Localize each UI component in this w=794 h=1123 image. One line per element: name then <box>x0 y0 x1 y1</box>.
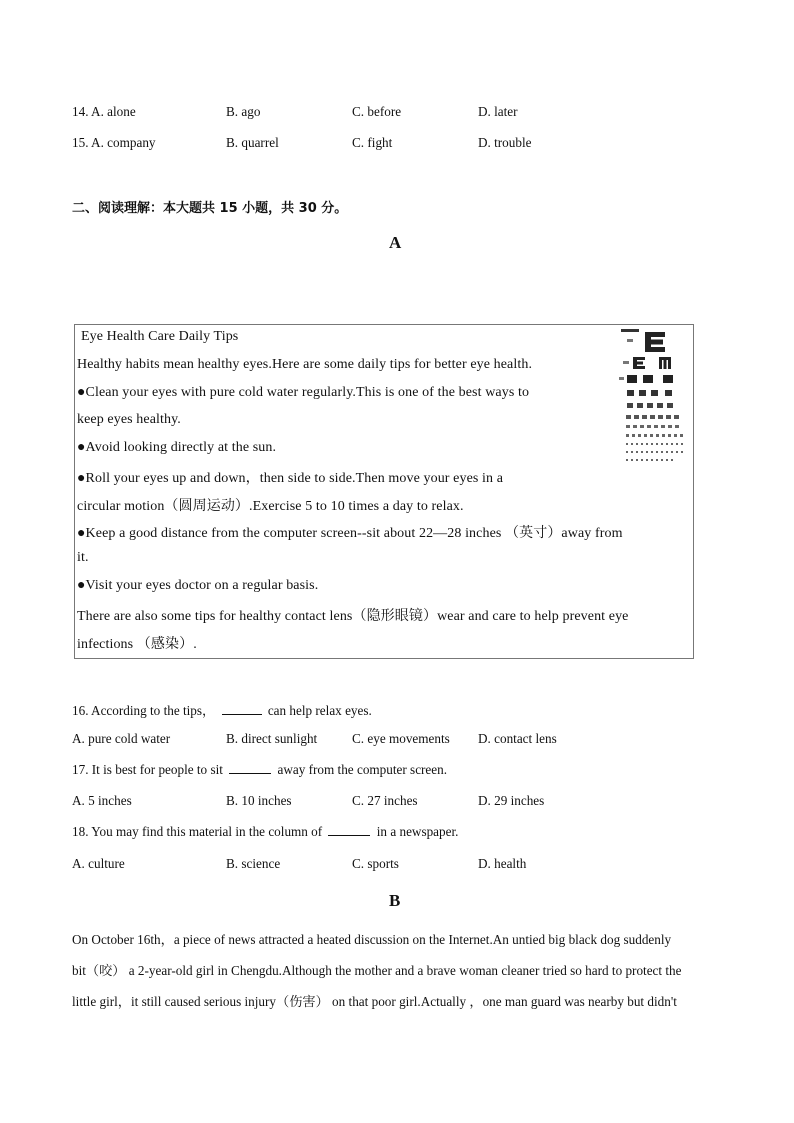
question-16-stem <box>72 700 372 719</box>
q16-option-a: A. pure cold water <box>72 731 171 746</box>
tips-line: ●Roll your eyes up and down，then side to side.Then move your eyes in a <box>77 471 504 486</box>
q17-option-d: D. 29 inches <box>478 793 545 808</box>
q16-option-c: C. eye movements <box>352 731 450 746</box>
q15-option-d: D. trouble <box>478 135 532 150</box>
section-a-title: A <box>389 233 402 252</box>
answer-blank <box>229 762 271 774</box>
q17-option-a: A. 5 inches <box>72 793 132 808</box>
q18-option-a: A. culture <box>72 856 125 871</box>
question-18-stem <box>72 824 458 840</box>
q16-option-b: B. direct sunlight <box>226 731 318 746</box>
answer-blank <box>222 703 262 715</box>
q18-option-b: B. science <box>226 856 281 871</box>
eye-health-tips-box <box>74 324 694 659</box>
q16-stem-pre: 16. According to the tips， <box>72 703 216 718</box>
q18-option-d: D. health <box>478 856 527 871</box>
q17-stem-post: away from the computer screen. <box>277 762 448 777</box>
passage-b-line: On October 16th，a piece of news attracted a heated discussion on the Internet.An untied big black dog suddenly <box>72 932 672 947</box>
q16-option-d: D. contact lens <box>478 731 557 746</box>
tips-line: keep eyes healthy. <box>77 412 181 427</box>
question-17-stem <box>72 762 447 778</box>
q14-option-a: 14. A. alone <box>72 104 136 119</box>
q15-option-c: C. fight <box>352 135 393 150</box>
q18-stem-post: in a newspaper. <box>376 824 459 839</box>
q14-option-d: D. later <box>478 104 518 119</box>
tips-line: ●Visit your eyes doctor on a regular basis. <box>77 578 319 593</box>
tips-line: ●Clean your eyes with pure cold water regularly.This is one of the best ways to <box>77 385 530 400</box>
eye-chart-icon <box>619 327 689 467</box>
q18-stem-pre: 18. You may find this material in the column of <box>72 824 323 839</box>
answer-blank <box>328 824 370 836</box>
tips-line: it. <box>77 550 89 565</box>
q17-option-c: C. 27 inches <box>352 793 418 808</box>
tips-line: ●Keep a good distance from the computer screen--sit about 22—28 inches （英寸）away from <box>77 526 623 541</box>
passage-b-line: little girl，it still caused serious injury（伤害） on that poor girl.Actually ，one man guard was nearby but didn't <box>72 994 677 1009</box>
q17-option-b: B. 10 inches <box>226 793 292 808</box>
tips-line: ●Avoid looking directly at the sun. <box>77 440 277 455</box>
q15-option-a: 15. A. company <box>72 135 156 150</box>
tips-line: circular motion（圆周运动）.Exercise 5 to 10 times a day to relax. <box>77 499 464 514</box>
tips-title: Eye Health Care Daily Tips <box>81 329 239 344</box>
passage-b-line: bit（咬） a 2-year-old girl in Chengdu.Although the mother and a brave woman cleaner tried so hard to protect the <box>72 963 682 978</box>
q15-option-b: B. quarrel <box>226 135 279 150</box>
q17-stem-pre: 17. It is best for people to sit <box>72 762 223 777</box>
tips-line: There are also some tips for healthy contact lens（隐形眼镜）wear and care to help prevent eye <box>77 609 629 624</box>
section-2-heading: 二、阅读理解：本大题共 15 小题，共 30 分。 <box>72 201 348 216</box>
q14-option-c: C. before <box>352 104 402 119</box>
q16-stem-post: can help relax eyes. <box>267 703 372 718</box>
q14-option-b: B. ago <box>226 104 261 119</box>
section-b-title: B <box>389 891 401 910</box>
tips-line: Healthy habits mean healthy eyes.Here are some daily tips for better eye health. <box>77 357 533 372</box>
tips-line: infections （感染）. <box>77 637 197 652</box>
q18-option-c: C. sports <box>352 856 399 871</box>
